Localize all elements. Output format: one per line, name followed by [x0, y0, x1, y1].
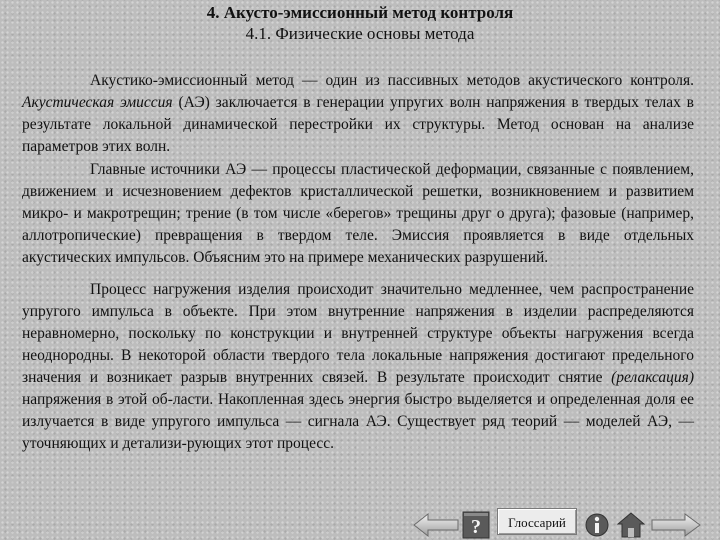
paragraph-3-text-a: Процесс нагружения изделия происходит значительно медленнее, чем распространение упругого импульса в объекте. При этом внутренние напряжения в изделии распределяются неравномерно, поскольку по конструкции и внутренней структуре объекты нагружения всегда неоднородны. В некоторой области твердого тела локальные напряжения достигают предельного значения и возникает разрыв внутренних связей. В результате происходит снятие [22, 281, 694, 386]
main-text [22, 70, 694, 455]
home-icon[interactable] [616, 511, 646, 539]
navigation-bar-right [0, 507, 720, 540]
paragraph-1-text-a: Акустико-эмиссионный метод — один из пассивных методов акустического контроля. [90, 72, 694, 89]
svg-text:?: ? [471, 516, 481, 538]
glossary-button[interactable]: Глоссарий [497, 508, 577, 535]
arrow-right-icon[interactable] [650, 511, 702, 539]
paragraph-3-text-b: напряжения в этой об-ласти. Накопленная здесь энергия быстро выделяется и определенная доля ее излучается в виде упругого импульса — сигнала АЭ. Существует ряд теорий — моделей АЭ, — уточняющих и детализи-рующих этот процесс. [22, 391, 694, 452]
paragraph-2: Главные источники АЭ — процессы пластической деформации, связанные с появлением, движением и исчезновением дефектов кристаллической решетки, возникновением и развитием микро- и макротрещин; трение (в том числе «берегов» трещины друг о друга); фазовые (например, аллотропические) превращения в твердом теле. Эмиссия проявляется в виде отдельных акустических импульсов. Объясним это на примере механических разрушений. [22, 161, 694, 266]
page-subtitle: 4.1. Физические основы метода [245, 24, 475, 43]
page-title: 4. Акусто-эмиссионный метод контроля [206, 3, 514, 22]
paragraph-1 [22, 70, 694, 158]
paragraph-1-text-b: (АЭ) заключается в генерации упругих волн напряжения в твердых телах в результате локальной динамической перестройки их структуры. Метод основан на анализе параметров этих волн. [22, 94, 694, 155]
paragraph-3 [22, 279, 694, 455]
info-icon[interactable] [585, 511, 609, 539]
title-block [0, 3, 720, 44]
term-acoustic-emission: Акустическая эмиссия [22, 94, 173, 111]
term-relaxation: (релаксация) [611, 369, 694, 386]
